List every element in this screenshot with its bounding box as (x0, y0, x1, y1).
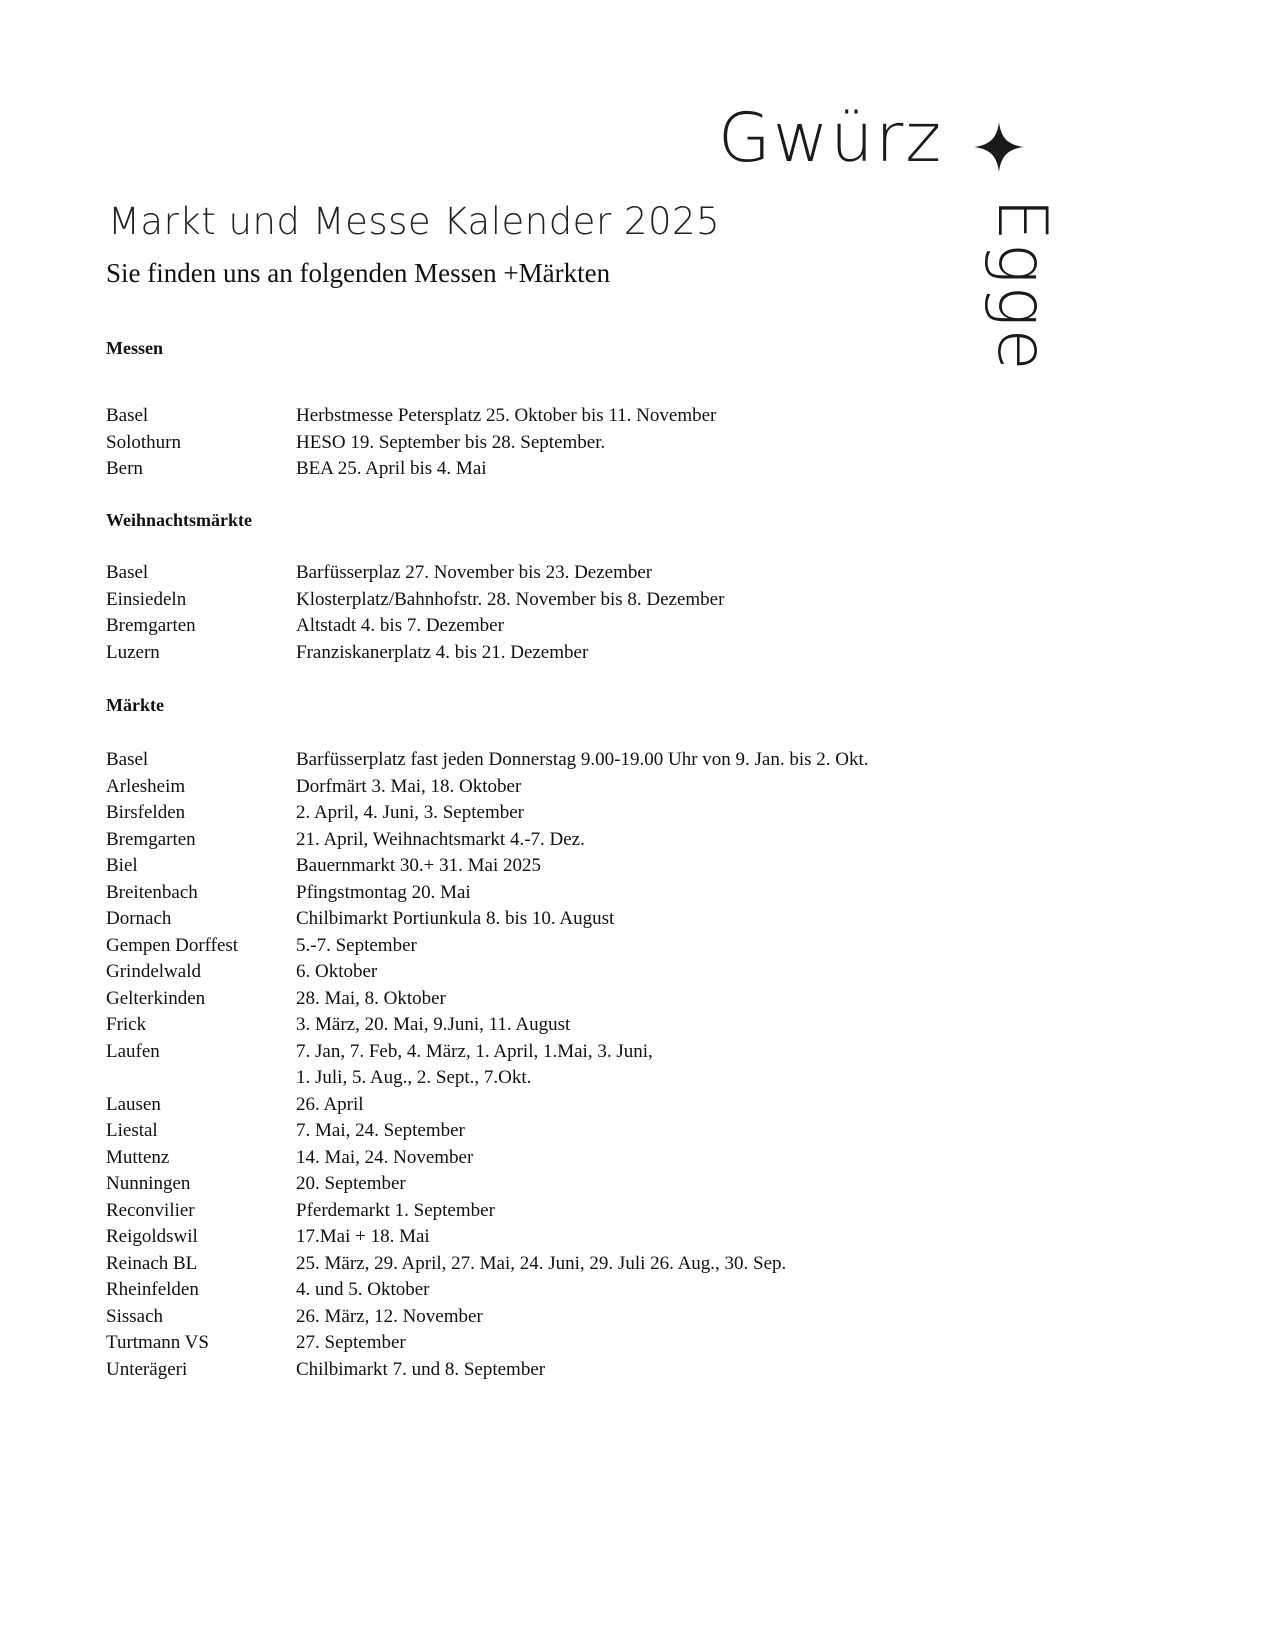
event-dates: 28. Mai, 8. Oktober (296, 987, 446, 1009)
list-item (106, 800, 1006, 827)
event-dates: 7. Mai, 24. September (296, 1120, 465, 1141)
logo-word-egge: Egge (982, 198, 1061, 373)
event-dates: 14. Mai, 24. November (296, 1146, 474, 1168)
event-dates: Pferdemarkt 1. September (296, 1199, 495, 1221)
list-item (106, 827, 1006, 854)
place-name: Nunningen (106, 1173, 191, 1194)
place-name: Unterägeri (106, 1358, 188, 1380)
list-item (106, 1251, 1006, 1278)
section-heading-weihnachtsmaerkte: Weihnachtsmärkte (106, 510, 252, 530)
event-dates: 27. September (296, 1332, 406, 1353)
list-item (106, 774, 1006, 801)
page-title: Markt und Messe Kalender 2025 (108, 200, 721, 243)
list-item (106, 1304, 1006, 1331)
place-name: Solothurn (106, 431, 181, 453)
event-dates: HESO 19. September bis 28. September. (296, 431, 606, 453)
place-name: Luzern (106, 641, 160, 663)
list-item (106, 1198, 1006, 1225)
list-item (106, 933, 1006, 960)
list-item (106, 747, 1006, 774)
place-name: Birsfelden (106, 802, 186, 823)
place-name: Bremgarten (106, 615, 196, 636)
event-dates: 7. Jan, 7. Feb, 4. März, 1. April, 1.Mai, 3. Juni, (296, 1040, 653, 1062)
place-name: Basel (106, 405, 149, 426)
place-name: Laufen (106, 1040, 160, 1062)
section-rows-messen (106, 403, 1006, 483)
list-item (106, 853, 1006, 880)
event-dates: 20. September (296, 1173, 406, 1194)
event-dates: 3. März, 20. Mai, 9.Juni, 11. August (296, 1014, 571, 1035)
event-dates: Bauernmarkt 30.+ 31. Mai 2025 (296, 855, 542, 876)
place-name: Rheinfelden (106, 1279, 199, 1300)
place-name: Basel (106, 562, 149, 583)
list-item (106, 986, 1006, 1013)
list-item (106, 880, 1006, 907)
event-dates: Herbstmesse Petersplatz 25. Oktober bis 11. November (296, 405, 717, 426)
list-item (106, 1039, 1006, 1066)
event-dates: Chilbimarkt 7. und 8. September (296, 1358, 546, 1380)
list-item (106, 1065, 1006, 1092)
place-name: Reigoldswil (106, 1226, 198, 1247)
place-name: Turtmann VS (106, 1332, 209, 1353)
event-dates: 26. März, 12. November (296, 1305, 483, 1327)
section-heading-messen: Messen (106, 338, 163, 358)
event-dates: Dorfmärt 3. Mai, 18. Oktober (296, 775, 522, 797)
list-item (106, 1330, 1006, 1357)
place-name: Reinach BL (106, 1252, 198, 1274)
event-dates: Barfüsserplatz fast jeden Donnerstag 9.00-19.00 Uhr von 9. Jan. bis 2. Okt. (296, 749, 869, 770)
event-dates: 21. April, Weihnachtsmarkt 4.-7. Dez. (296, 828, 585, 850)
event-dates: Chilbimarkt Portiunkula 8. bis 10. August (296, 908, 615, 929)
place-name: Einsiedeln (106, 588, 187, 610)
place-name: Muttenz (106, 1146, 170, 1168)
list-item (106, 1357, 1006, 1384)
list-item (106, 640, 1006, 667)
list-item (106, 430, 1006, 457)
section-rows-weihnachtsmaerkte (106, 560, 1006, 666)
list-item (106, 959, 1006, 986)
place-name: Gempen Dorffest (106, 934, 239, 956)
place-name: Biel (106, 855, 138, 876)
event-dates: 1. Juli, 5. Aug., 2. Sept., 7.Okt. (296, 1067, 532, 1088)
event-dates: 5.-7. September (296, 934, 417, 956)
list-item (106, 560, 1006, 587)
event-dates: Pfingstmontag 20. Mai (296, 881, 471, 903)
event-dates: Franziskanerplatz 4. bis 21. Dezember (296, 641, 589, 663)
place-name: Frick (106, 1014, 147, 1035)
list-item (106, 456, 1006, 483)
section-rows-maerkte (106, 747, 1006, 1383)
page-subtitle: Sie finden uns an folgenden Messen +Märkten (106, 258, 611, 288)
place-name: Bremgarten (106, 828, 196, 850)
place-name: Breitenbach (106, 881, 198, 903)
place-name: Dornach (106, 908, 172, 929)
list-item (106, 906, 1006, 933)
place-name: Liestal (106, 1120, 158, 1141)
event-dates: Klosterplatz/Bahnhofstr. 28. November bis 8. Dezember (296, 588, 725, 610)
list-item (106, 587, 1006, 614)
place-name: Bern (106, 458, 143, 479)
place-name: Sissach (106, 1305, 163, 1327)
place-name: Basel (106, 749, 149, 770)
list-item (106, 1012, 1006, 1039)
event-dates: Altstadt 4. bis 7. Dezember (296, 615, 504, 636)
place-name: Gelterkinden (106, 987, 206, 1009)
event-dates: 26. April (296, 1093, 364, 1115)
event-dates: 17.Mai + 18. Mai (296, 1226, 430, 1247)
list-item (106, 1224, 1006, 1251)
logo-word-gwurz: Gwürz (718, 99, 944, 178)
logo-plus-icon (972, 120, 1026, 174)
event-dates: 25. März, 29. April, 27. Mai, 24. Juni, 29. Juli 26. Aug., 30. Sep. (296, 1252, 787, 1274)
list-item (106, 403, 1006, 430)
place-name: Grindelwald (106, 961, 201, 982)
list-item (106, 1118, 1006, 1145)
list-item (106, 1171, 1006, 1198)
place-name: Arlesheim (106, 775, 186, 797)
place-name: Reconvilier (106, 1199, 195, 1221)
event-dates: 4. und 5. Oktober (296, 1279, 430, 1300)
place-name (106, 1065, 296, 1092)
event-dates: Barfüsserplaz 27. November bis 23. Dezember (296, 562, 653, 583)
section-heading-maerkte: Märkte (106, 695, 164, 715)
event-dates: 2. April, 4. Juni, 3. September (296, 802, 524, 823)
event-dates: 6. Oktober (296, 961, 378, 982)
event-dates: BEA 25. April bis 4. Mai (296, 458, 487, 479)
list-item (106, 1277, 1006, 1304)
list-item (106, 1092, 1006, 1119)
list-item (106, 613, 1006, 640)
list-item (106, 1145, 1006, 1172)
place-name: Lausen (106, 1093, 161, 1115)
